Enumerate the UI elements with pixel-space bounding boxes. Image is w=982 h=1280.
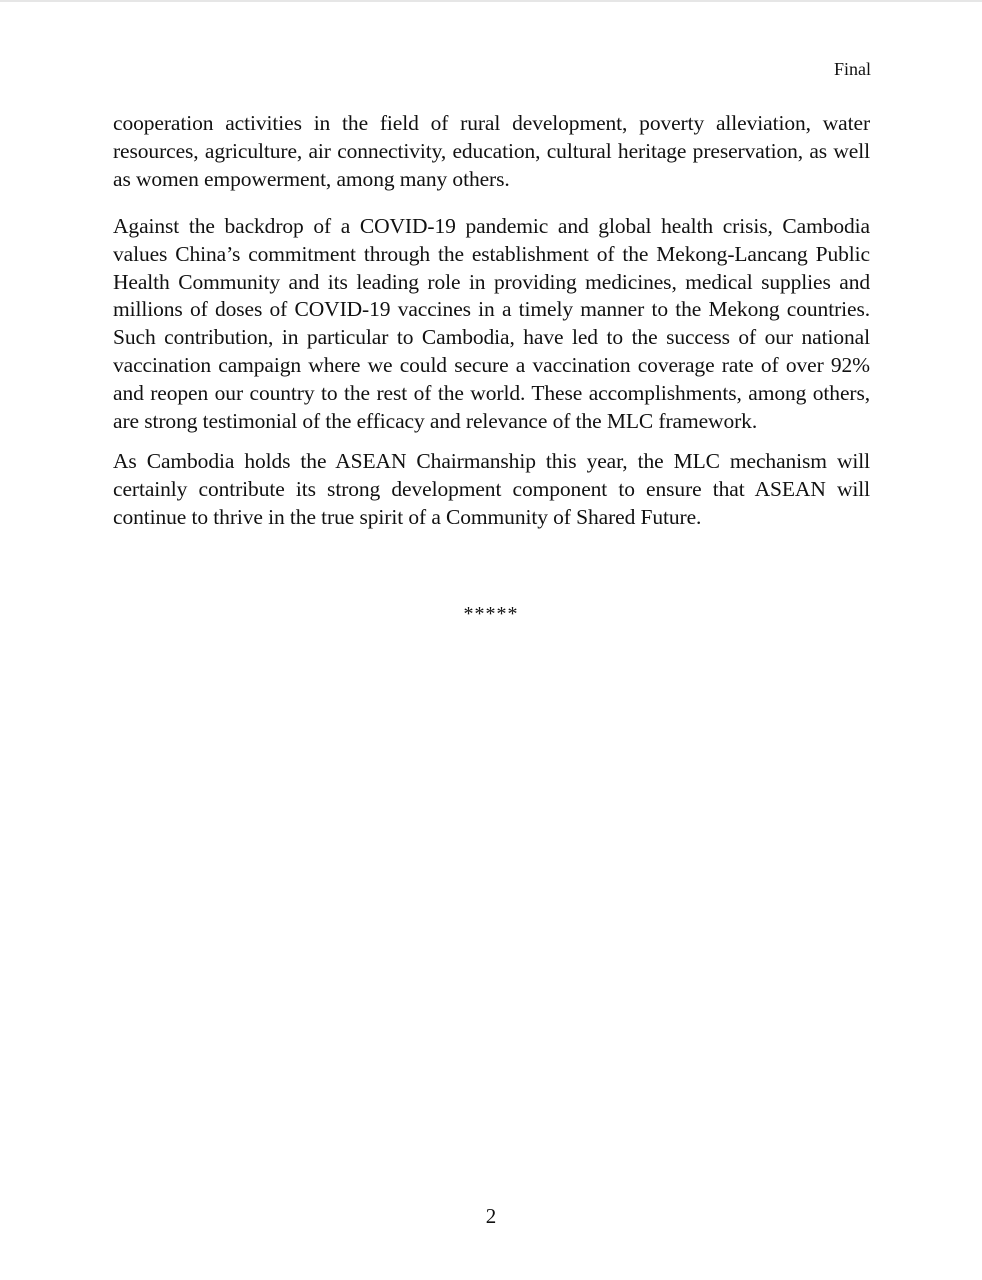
section-separator: ***** <box>463 603 519 625</box>
page-number: 2 <box>485 1204 497 1228</box>
document-body <box>113 110 870 532</box>
paragraph-cooperation-activities: cooperation activities in the field of rural development, poverty alleviation, water resources, agriculture, air connectivity, education, cultural heritage preservation, as well as women empowerment, among many others. <box>113 111 870 191</box>
top-edge-rule <box>0 0 982 2</box>
paragraph-covid-response: Against the backdrop of a COVID-19 pandemic and global health crisis, Cambodia values China’s commitment through the establishment of the Mekong-Lancang Public Health Community and its leading role in providing medicines, medical supplies and millions of doses of COVID-19 vaccines in a timely manner to the Mekong countries. Such contribution, in particular to Cambodia, have led to the success of our national vaccination campaign where we could secure a vaccination coverage rate of over 92% and reopen our country to the rest of the world. These accomplishments, among others, are strong testimonial of the efficacy and relevance of the MLC framework. <box>113 213 870 434</box>
paragraph-asean-chairmanship: As Cambodia holds the ASEAN Chairmanship this year, the MLC mechanism will certainly contribute its strong development component to ensure that ASEAN will continue to thrive in the true spirit of a Community of Shared Future. <box>113 448 870 529</box>
document-status-label: Final <box>833 59 871 79</box>
